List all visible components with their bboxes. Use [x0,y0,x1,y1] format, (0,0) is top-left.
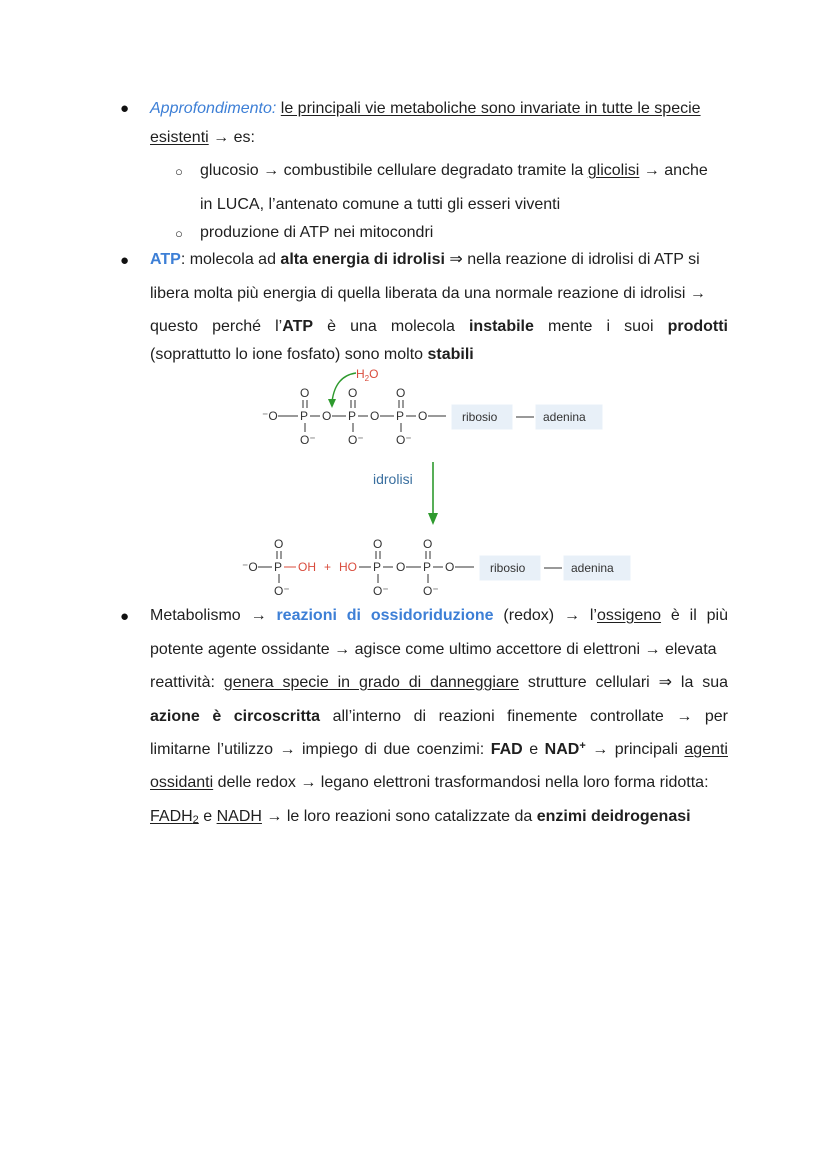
phosphorus: P [348,409,357,423]
text-span: → es: [208,129,255,146]
adenina-label: adenina [571,561,614,575]
text-span: all’interno di reazioni finemente controllate → per [320,708,729,725]
text-span: → anche [639,162,708,179]
bullet-dot: ● [120,608,130,625]
adenina-label: adenina [543,410,586,424]
charged-oxygen: O⁻ [274,584,290,598]
text-span: mente i suoi [533,318,668,335]
underlined-text: NADH [216,808,262,825]
charged-oxygen: O⁻ [396,433,412,447]
underlined-text: le principali vie metaboliche sono invariate in tutte le specie [280,100,701,117]
phosphorus: P [373,560,382,574]
bullet-dot: ● [120,252,130,269]
text-span: è il più [661,607,729,624]
phosphorus: P [423,560,432,574]
phosphate-oxygen: O [396,386,406,400]
paragraph-line [200,160,708,182]
underlined-text: esistenti [150,129,209,146]
paragraph-line: produzione di ATP nei mitocondri [200,224,434,241]
text-span: e [522,741,545,758]
water-label: $H_2O$ [356,367,379,383]
text-span: (redox) → l’ [493,607,597,624]
text-span: è una molecola [313,318,469,335]
paragraph-line [150,739,728,761]
bridge-oxygen: O [418,409,428,423]
water-arrow-head [328,399,336,408]
bold-text [545,741,586,758]
paragraph-line [150,706,728,728]
highlight-term: reazioni di ossidoriduzione [276,607,494,624]
paragraph-line [150,249,700,271]
bold-text: stabili [427,346,474,363]
paragraph-line: potente agente ossidante → agisce come ultimo accettore di elettroni → elevata [150,641,717,658]
highlight-label: Approfondimento: [150,100,277,117]
bold-text: ATP [282,318,314,335]
paragraph-line [150,98,701,120]
text-span: Metabolismo → [150,607,277,624]
phosphate-oxygen: O [423,537,433,551]
phosphate-oxygen: O [348,386,358,400]
bridge-oxygen: O [396,560,406,574]
text-span: questo perché l’ [150,318,283,335]
text-span: FADH [150,808,193,825]
superscript: + [579,740,586,752]
paragraph-line [150,672,728,694]
text-span: glucosio → combustibile cellulare degradato tramite la [200,162,588,179]
charged-oxygen: O⁻ [348,433,364,447]
text-span: (soprattutto lo ione fosfato) sono molto [150,346,428,363]
subbullet-circle: ○ [175,226,183,241]
highlight-term: ATP [150,251,181,268]
phosphorus: P [274,560,283,574]
subbullet-circle: ○ [175,164,183,179]
charged-oxygen: O⁻ [423,584,439,598]
hydrolysis-arrow-head [428,513,438,525]
hydroxyl: OH [298,560,316,574]
text-span: e [198,808,217,825]
subscript: 2 [192,814,199,826]
terminal-oxygen: ⁻O [242,560,258,574]
text-span: : molecola ad [180,251,281,268]
paragraph-line [150,605,728,627]
bold-text: azione è circoscritta [150,708,321,725]
bold-text: instabile [468,318,534,335]
text-span: ⇒ nella reazione di idrolisi di ATP si [444,251,700,268]
underlined-text: genera specie in grado di danneggiare [223,674,520,691]
atp-hydrolysis-diagram [240,362,640,600]
bridge-oxygen: O [445,560,455,574]
ribosio-label: ribosio [490,561,526,575]
plus-sign: + [324,560,332,574]
paragraph-line [150,127,255,149]
paragraph-line [150,806,691,828]
bold-text: prodotti [667,318,728,335]
phosphate-oxygen: O [373,537,383,551]
paragraph-line [150,316,728,338]
bridge-oxygen: O [322,409,332,423]
terminal-oxygen: ⁻O [262,409,278,423]
underlined-text: glicolisi [587,162,640,179]
text-span: → le loro reazioni sono catalizzate da [261,808,537,825]
bold-text: FAD [490,741,523,758]
hydroxyl: HO [339,560,357,574]
ribosio-label: ribosio [462,410,498,424]
paragraph-line: libera molta più energia di quella liberata da una normale reazione di idrolisi → [150,285,706,302]
charged-oxygen: O⁻ [300,433,316,447]
phosphate-oxygen: O [274,537,284,551]
underlined-text: ossidanti [150,774,214,791]
underlined-text: agenti [684,741,728,758]
text-span: reattività: [150,674,224,691]
phosphate-oxygen: O [300,386,310,400]
idrolisi-label: idrolisi [373,471,413,487]
underlined-text: ossigeno [596,607,662,624]
phosphorus: P [300,409,309,423]
underlined-text [150,808,199,825]
text-span: delle redox → legano elettroni trasformandosi nella loro forma ridotta: [213,774,709,791]
paragraph-line: in LUCA, l’antenato comune a tutti gli esseri viventi [200,196,561,213]
text-span: NAD [544,741,580,758]
bold-text: enzimi deidrogenasi [536,808,691,825]
bridge-oxygen: O [370,409,380,423]
bold-text: alta energia di idrolisi [280,251,445,268]
phosphorus: P [396,409,405,423]
text-span: strutture cellulari ⇒ la sua [519,674,729,691]
paragraph-line [150,772,709,794]
text-span: → principali [585,741,685,758]
charged-oxygen: O⁻ [373,584,389,598]
text-span: limitarne l’utilizzo → impiego di due coenzimi: [150,741,491,758]
bullet-dot: ● [120,100,130,117]
